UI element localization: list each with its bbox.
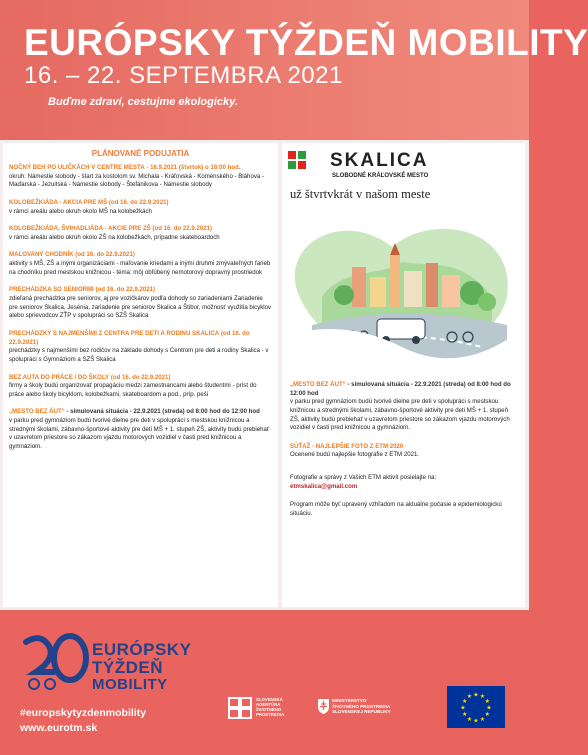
- sazp-emblem-icon: [228, 697, 252, 719]
- contact: [290, 474, 518, 491]
- event-date: (od 16. do 22.9.2021): [95, 286, 156, 294]
- city-emblem-icon: [288, 151, 306, 169]
- event-title: PRECHÁDZKA SO SENIORMI: [9, 286, 94, 294]
- event-body: aktivity s MŠ, ZŠ a inými organizáciami - maľovanie kriedami a inými druhmi zmývateľných farieb na chodníku pred mestskou knižnicou - téma: môj obľúbený nemotorový dopravný prostriedok: [9, 260, 271, 276]
- event-date: (od 16. do 22.9.2021): [9, 329, 250, 346]
- event-item: [9, 330, 272, 365]
- eu-star-icon: ★: [462, 712, 468, 718]
- ministry-line: ŽIVOTNÉHO PROSTREDIA: [332, 703, 391, 709]
- event-body: Ocenené budú najlepšie fotografie z ETM 2021.: [290, 451, 420, 459]
- eu-star-icon: ★: [466, 716, 473, 723]
- event-body: prechádzky s najmenšími bez rodičov na základe dohody s Centrom pre deti a rodiny Skalica - v spolupráci s Gymnáziom a SZŠ Skalica: [9, 347, 269, 363]
- event-item: [9, 251, 272, 277]
- event-car-free: [290, 381, 518, 433]
- eu-star-icon: ★: [486, 705, 492, 712]
- event-item: [9, 408, 272, 451]
- etm-logo: [20, 632, 200, 692]
- event-date: - simulovaná situácia - 22.9.2021 (streda) od 8:00 hod do 12:00 hod: [290, 381, 511, 397]
- eu-star-icon: ★: [479, 716, 486, 723]
- sazp-line: PROSTREDIA: [256, 711, 285, 717]
- brand-line3: MOBILITY: [92, 676, 168, 693]
- ministry-line: MINISTERSTVO: [332, 698, 367, 703]
- disclaimer-note: Program môže byť upravený vzhľadom na aktuálne počasie a epidemiologickú situáciu.: [290, 501, 502, 518]
- eu-star-icon: ★: [460, 705, 466, 712]
- event-date: (od 16. do 22.9.2021): [108, 198, 169, 206]
- eu-star-icon: ★: [462, 699, 468, 705]
- event-date: - simulovaná situácia - 22.9.2021 (streda) od 8:00 hod do 12:00 hod: [66, 408, 260, 416]
- header-banner: [0, 0, 588, 140]
- program-column: [3, 143, 278, 607]
- event-date: (od 16. do 22.9.2021): [152, 225, 213, 233]
- event-body: v parku pred gymnáziom budú tvorivé dielne pre deti v spolupráci s mestskou knižnicou a strednými školami, zábavno-športové aktivity pre deti MŠ + 1. stupeň ZŠ, aktivity budú prebiehať v uzavretom priestore so zákazom vjazdu motorových vozidiel v časti pred knižnicou a gymnáziom.: [9, 417, 270, 451]
- event-title: NOČNÝ BEH PO ULIČKÁCH V CENTRE MESTA: [9, 164, 145, 171]
- event-item: [9, 225, 272, 242]
- event-item: [9, 199, 272, 216]
- event-title: „MESTO BEZ ÁUT“: [9, 408, 65, 416]
- contact-text: Fotografie a správy z Vašich ETM aktivít posielajte na:: [290, 474, 437, 482]
- city-name: SKALICA: [330, 150, 429, 171]
- ministry-line: SLOVENSKEJ REPUBLIKY: [332, 709, 391, 714]
- eu-flag: [447, 686, 505, 728]
- event-body: v parku pred gymnáziom budú tvorivé dielne pre deti v spolupráci s mestskou knižnicou a strednými školami, zábavno-športové aktivity pre deti MŠ + 1. stupeň ZŠ, aktivity budú prebiehať v uzavretom priestore so zákazom vjazdu motorových vozidiel v časti pred knižnicou a gymnáziom.: [290, 398, 510, 432]
- eu-star-icon: ★: [473, 692, 479, 699]
- event-body: okruh: Námestie slobody - štart za kostolom sv. Michala - Kráľovská - Komenského - Bláhova - Maďarská - Jezuitská - Námestie slobody - Štefánikova - Námestie slobody: [9, 172, 264, 189]
- event-date: (od 16. do 22.9.2021): [110, 373, 171, 381]
- page-title: EURÓPSKY TÝŽDEŇ MOBILITY: [24, 22, 588, 63]
- sazp-line: SLOVENSKÁ: [256, 697, 283, 702]
- city-subtitle: SLOBODNÉ KRÁĽOVSKÉ MESTO: [332, 173, 429, 179]
- eu-star-icon: ★: [484, 699, 490, 705]
- city-column: [282, 143, 525, 607]
- event-item: [9, 374, 272, 400]
- eu-stars-icon: [447, 686, 505, 728]
- eu-star-icon: ★: [473, 718, 479, 725]
- city-slogan: už štvrtvkrát v našom meste: [290, 187, 431, 201]
- etm-20-emblem-icon: [20, 632, 90, 692]
- sazp-line: AGENTÚRA: [256, 701, 281, 707]
- eu-star-icon: ★: [466, 694, 473, 701]
- brand-line2: TÝŽDEŇ: [92, 658, 163, 677]
- event-item: [9, 164, 272, 190]
- event-photo-contest: [290, 443, 518, 460]
- sazp-line: ŽIVOTNÉHO: [256, 706, 282, 712]
- event-title: SÚŤAŽ - NAJLEPŠIE FOTO Z ETM 2020: [290, 442, 404, 450]
- event-title: PRECHÁDZKY S NAJMENŠÍMI Z CENTRA PRE DETI A RODINU SKALICA: [9, 329, 220, 337]
- website-link[interactable]: www.eurotm.sk: [20, 722, 98, 734]
- event-body: firmy a školy budú organizovať propagáciu medzi zamestnancami alebo študentmi - príst do práce alebo školy bicyklom, kolobežkami, skateboardom a pod., príp. peši: [9, 382, 257, 398]
- ministry-logo: [318, 695, 428, 721]
- coat-of-arms-icon: [318, 699, 329, 714]
- contact-email-link[interactable]: etmskalica@gmail.com: [290, 482, 358, 490]
- event-body: v rámci areálu alebo okruh okolo ZŠ na kolobežkách, prípadne skateboardoch: [9, 233, 220, 241]
- event-date: - 16.9.2021 (štvrtok) o 18:00 hod.: [146, 164, 241, 171]
- eu-star-icon: ★: [484, 712, 490, 718]
- motto: Buďme zdraví, cestujme ekologicky.: [48, 96, 238, 108]
- event-title: „MESTO BEZ ÁUT“: [290, 381, 346, 388]
- eu-star-icon: ★: [479, 694, 486, 701]
- event-body: zdieľaná prechádzka pre seniorov, aj pre vozičkárov podľa dohody so zariadeniami Zariadenie pre seniorov Skalica, Jesénia, zariadenie pre seniorov Skalica a Štibor, možnosť využitia bicyklov alebo sprievodcov ZŤP v spolupráci so SZŠ Skalica: [9, 295, 272, 320]
- heart-city-illustration: [282, 207, 525, 387]
- hashtag: #europskytyzdenmobility: [20, 707, 147, 719]
- event-dates: 16. – 22. SEPTEMBRA 2021: [24, 62, 343, 89]
- event-date: (od 16. do 22.9.2021): [75, 251, 135, 259]
- sazp-logo: [228, 695, 298, 721]
- event-item: [9, 286, 272, 321]
- event-title: BEZ AUTA DO PRÁCE / DO ŠKOLY: [9, 373, 110, 381]
- event-title: KOLOBEŽKIÁDA - AKCIA PRE MŠ: [9, 198, 108, 206]
- program-heading: PLÁNOVANÉ PODUJATIA: [91, 149, 190, 158]
- event-title: MAĽOVANÝ CHODNÍK: [9, 251, 74, 259]
- brand-line1: EURÓPSKY: [92, 640, 192, 659]
- event-title: KOLOBEŽKIÁDA, ŠVIHADLIÁDA - AKCIE PRE ZŠ: [9, 225, 151, 233]
- event-body: v rámci areálu alebo okruh okolo MŠ na kolobežkách: [9, 207, 152, 215]
